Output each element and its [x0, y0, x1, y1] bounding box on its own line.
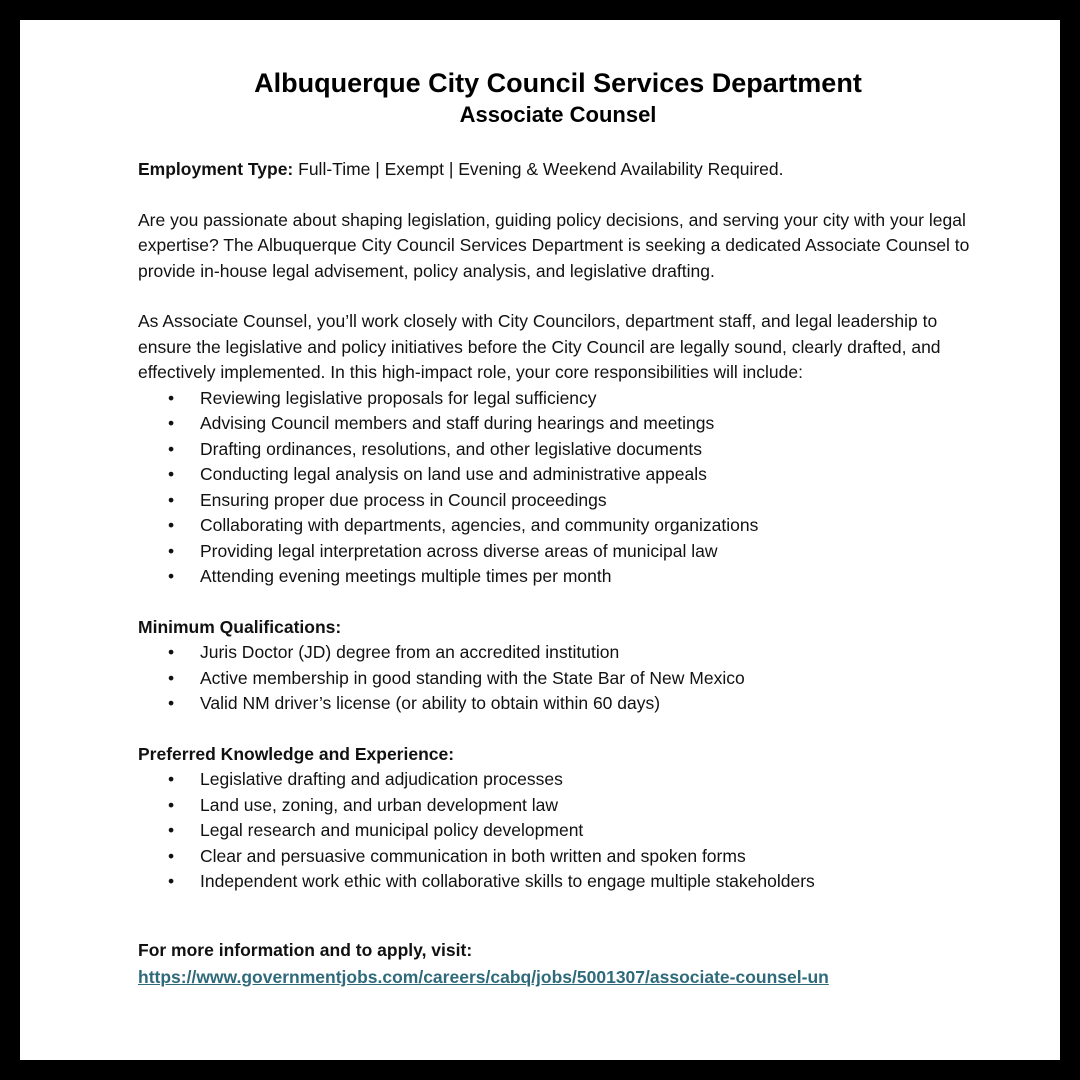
employment-type-value: Full-Time | Exempt | Evening & Weekend Availability Required.	[293, 159, 784, 179]
list-item	[138, 666, 978, 692]
preferred-heading: Preferred Knowledge and Experience:	[138, 743, 455, 764]
bullet: •	[168, 845, 175, 866]
list-item	[138, 564, 978, 590]
list-item-text: Legal research and municipal policy development	[200, 820, 584, 840]
list-item	[138, 488, 978, 514]
bullet: •	[168, 387, 175, 408]
list-item	[138, 818, 978, 844]
list-item	[138, 411, 978, 437]
bullet: •	[168, 438, 175, 459]
bullet: •	[168, 794, 175, 815]
list-item-text: Independent work ethic with collaborative skills to engage multiple stakeholders	[200, 871, 815, 891]
bullet: •	[168, 515, 175, 535]
bullet: •	[168, 540, 175, 561]
list-item-text: Active membership in good standing with the State Bar of New Mexico	[200, 667, 745, 688]
list-item-text: Legislative drafting and adjudication processes	[200, 769, 563, 789]
list-item-text: Conducting legal analysis on land use and administrative appeals	[200, 464, 707, 484]
employment-type-label: Employment Type:	[138, 159, 294, 179]
list-item-text: Land use, zoning, and urban development law	[200, 794, 559, 815]
bullet: •	[168, 769, 175, 789]
list-item-text: Attending evening meetings multiple times per month	[200, 566, 612, 586]
apply-heading: For more information and to apply, visit:	[138, 939, 473, 960]
list-item	[138, 767, 978, 793]
bullet: •	[168, 464, 175, 484]
list-item-text: Clear and persuasive communication in both written and spoken forms	[200, 845, 746, 866]
preferred-list	[138, 767, 978, 895]
bullet: •	[168, 642, 175, 662]
list-item	[138, 539, 978, 565]
bullet: •	[168, 566, 175, 586]
employment-type	[138, 157, 978, 183]
min-qualifications-list	[138, 640, 978, 717]
list-item	[138, 437, 978, 463]
list-item-text: Providing legal interpretation across diverse areas of municipal law	[200, 540, 718, 561]
bullet: •	[168, 413, 175, 433]
min-qualifications-heading: Minimum Qualifications:	[138, 616, 342, 637]
list-item	[138, 793, 978, 819]
document-content	[138, 66, 978, 991]
list-item	[138, 844, 978, 870]
list-item-text: Advising Council members and staff during hearings and meetings	[200, 413, 715, 433]
role-paragraph: As Associate Counsel, you’ll work closely with City Councilors, department staff, and legal leadership to ensure the legislative and policy initiatives before the City Council are legally sound, clearly drafted, and effectively implemented. In this high-impact role, your core responsibilities will include:	[138, 311, 941, 382]
intro-paragraph: Are you passionate about shaping legislation, guiding policy decisions, and serving your city with your legal expertise? The Albuquerque City Council Services Department is seeking a dedicated Associate Counsel to provide in-house legal advisement, policy analysis, and legislative drafting.	[138, 209, 970, 281]
list-item-text: Reviewing legislative proposals for legal sufficiency	[200, 387, 597, 408]
page-title: Albuquerque City Council Services Department	[254, 68, 862, 98]
list-item-text: Ensuring proper due process in Council proceedings	[200, 489, 607, 510]
apply-link[interactable]: https://www.governmentjobs.com/careers/cabq/jobs/5001307/associate-counsel-un	[138, 967, 829, 987]
list-item-text: Collaborating with departments, agencies, and community organizations	[200, 515, 759, 535]
list-item	[138, 513, 978, 539]
list-item	[138, 640, 978, 666]
list-item	[138, 386, 978, 412]
list-item	[138, 869, 978, 895]
responsibilities-list	[138, 386, 978, 590]
bullet: •	[168, 489, 175, 510]
list-item-text: Drafting ordinances, resolutions, and other legislative documents	[200, 438, 702, 459]
list-item	[138, 691, 978, 717]
bullet: •	[168, 667, 175, 688]
bullet: •	[168, 820, 175, 840]
list-item	[138, 462, 978, 488]
list-item-text: Juris Doctor (JD) degree from an accredited institution	[200, 642, 620, 662]
document-page	[20, 20, 1060, 1060]
bullet: •	[168, 693, 175, 713]
list-item-text: Valid NM driver’s license (or ability to obtain within 60 days)	[200, 693, 661, 713]
bullet: •	[168, 871, 175, 891]
job-title: Associate Counsel	[459, 102, 657, 127]
